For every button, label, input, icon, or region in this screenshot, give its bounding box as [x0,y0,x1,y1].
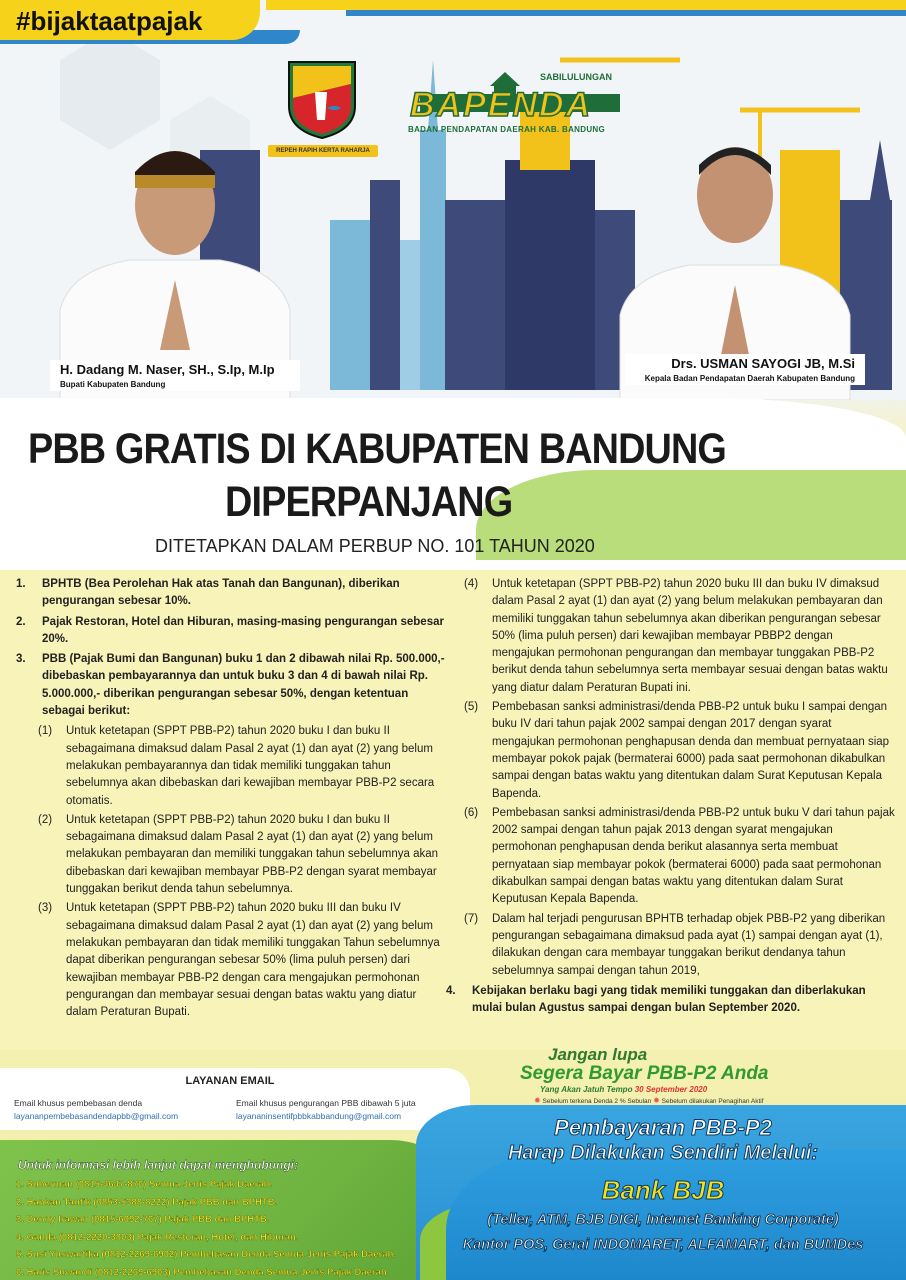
bapenda-tagline: SABILULUNGAN [540,72,612,82]
left-column [16,576,448,1023]
sub-item [464,576,896,697]
bullet-icon: ✹ [653,1096,660,1105]
contact-item: 6. Haris Suwandi (0812-2269-6903) Pembebasan Denda Semua Jenis Pajak Daerah. [16,1266,390,1278]
sub-item-text: Untuk ketetapan (SPPT PBB-P2) tahun 2020 buku III dan buku IV sebagaimana dimaksud dalam Pasal 2 ayat (1) dan ayat (2) yang belum melakukan pembayaran dan tidak memiliki tunggakan Tahun sebelumnya dapat diberikan pengurangan sebesar 50% (lima puluh persen) dari kewajiban membayar PBB-P2 dengan cara mengajukan permohonan pengurangan dan membayar sesuai dengan batas waktu yang diatur dalam Peraturan Bupati. [66,902,440,1019]
sub-item-text: Pembebasan sanksi administrasi/denda PBB-P2 untuk buku V dari tahun pajak 2002 sampai dengan tahun pajak 2013 dengan syarat mengajukan permohonan penghapusan denda berikut alasannya serta membuat pernyataan siap membayar pokok (bermaterai 6000) pada saat permohonan dikabulkan sampai dengan batas waktu yang ditentukan dalam Surat Keputusan Kepala Bapenda. [492,806,895,906]
due-prefix: Yang Akan Jatuh Tempo [540,1085,633,1094]
sub-item [464,699,896,803]
sub-item-text: Untuk ketetapan (SPPT PBB-P2) tahun 2020 buku I dan buku II sebagaimana dimaksud dalam Pasal 2 ayat (1) dan ayat (2) yang belum melakukan pembayarannya dan tidak memiliki tunggakan tahun sebelumnya akan dibebaskan dari kewajiban membayar PBB-P2 secara otomatis. [66,725,435,807]
top-accent-stripe-blue [346,10,906,16]
bank-channels: (Teller, ATM, BJB DIGI, Internet Banking Corporate) [487,1212,839,1228]
list-item [16,651,448,720]
sub-item [16,812,448,898]
item-number: 2. [16,615,26,628]
bupati-caption [50,360,300,391]
payment-subheading: Harap Dilakukan Sendiri Melalui: [507,1142,819,1164]
main-title-line2: DIPERPANJANG [225,478,513,526]
email-address-link[interactable]: layananinsentifpbbkabbandung@gmail.com [236,1111,402,1121]
other-channels: Kantor POS, Gerai INDOMARET, ALFAMART, dan BUMDes [462,1237,864,1253]
email-left [14,1097,178,1123]
bupati-role: Bupati Kabupaten Bandung [60,380,166,389]
sub-item-number: (4) [464,578,479,590]
reminder-block [520,1045,820,1105]
reminder-notes [520,1096,820,1105]
email-address-link[interactable]: layananpembebasandendapbb@gmail.com [14,1111,179,1121]
item-text: BPHTB (Bea Perolehan Hak atas Tanah dan Bangunan), diberikan pengurangan sebesar 10%. [42,578,400,608]
kepala-role: Kepala Badan Pendapatan Daerah Kabupaten Bandung [644,374,855,383]
bullet-icon: ✹ [534,1096,541,1105]
due-date: 30 September 2020 [634,1085,708,1094]
email-label: Email khusus pengurangan PBB dibawah 5 juta [236,1098,416,1108]
item-number: 1. [16,578,26,590]
email-label: Email khusus pembebasan denda [14,1098,143,1108]
bapenda-logo-word: BAPENDA [410,86,593,124]
note: Sebelum terkena Denda 2 % Sebulan [542,1098,652,1105]
email-right [236,1097,416,1123]
contact-item: 4. Ganda (0812-2220-3803) Pajak Restoran, Hotel, dan Hiburan. [16,1231,299,1243]
list-item [446,983,896,1018]
sub-item-number: (5) [464,701,479,714]
bupati-name: H. Dadang M. Naser, SH., S.Ip, M.Ip [60,362,275,377]
sub-item-text: Untuk ketetapan (SPPT PBB-P2) tahun 2020 buku I dan buku II sebagaimana dimaksud dalam Pasal 2 ayat (1) dan ayat (2) yang belum melakukan pembayaran dan memiliki tunggakan tahun sebelumnya akan dibebaskan dari kewajiban membayar PBB-P2 dengan syarat membayar tunggakan berikut denda tahun sebelumnya. [66,813,439,896]
kepala-name: Drs. USMAN SAYOGI JB, M.Si [671,356,855,371]
bupati-portrait [50,110,300,400]
hashtag-label: #bijaktaatpajak [0,0,260,40]
email-title: LAYANAN EMAIL [185,1075,275,1087]
item-text: PBB (Pajak Bumi dan Bangunan) buku 1 dan 2 dibawah nilai Rp. 500.000,- dibebaskan pembayarannya dan untuk buku 3 dan 4 di bawah nilai Rp. 5.000.000,- diberikan pengurangan sebesar 50%, dengan ketentuan sebagai berikut: [42,653,445,718]
bank-name: Bank BJB [601,1175,725,1205]
sub-item-number: (1) [38,725,53,738]
crest-motto: REPEH RAPIH KERTA RAHARJA [268,145,378,157]
sub-item-number: (2) [38,813,53,826]
sub-item [16,900,448,1021]
top-accent-stripe [266,0,906,10]
note: Sebelum dilakukan Penagihan Aktif [661,1098,764,1105]
sub-item-number: (7) [464,912,479,925]
item-text: Kebijakan berlaku bagi yang tidak memiliki tunggakan dan diberlakukan mulai bulan Agustus sampai dengan bulan September 2020. [472,984,866,1015]
contact-item: 5. Susi Yuswartika (0812-2269-6902) Pembebasan Denda Semua Jenis Pajak Daerah. [16,1249,397,1260]
item-number: 4. [446,984,456,997]
sub-item-number: (3) [38,902,53,915]
right-column [446,576,896,1020]
main-title-line1: PBB GRATIS DI KABUPATEN BANDUNG [28,425,726,473]
contact-list [16,1176,396,1280]
sub-item-text: Untuk ketetapan (SPPT PBB-P2) tahun 2020 buku III dan buku IV dimaksud dalam Pasal 2 ayat (1) dan ayat (2) yang belum melakukan pembayaran dan memiliki tunggakan tahun sebelumnya akan diberikan pengurangan sebesar 50% (lima puluh persen) dari kewajiban membayar PBBP2 dengan mengajukan permohonan pengurangan dan membayar tunggakan PBB-P2 berikut denda tahun sebelumnya serta membayar sesuai dengan batas waktu yang diatur dalam Peraturan Bupati ini. [492,578,888,694]
reminder-due [520,1085,820,1094]
kepala-caption [625,354,865,385]
reminder-line1: Jangan lupa [548,1045,648,1064]
contact-item: 3. Denny Irawan (0815-6092-767) Pajak PBB dan BPHTB. [16,1214,270,1225]
payment-heading: Pembayaran PBB-P2 [554,1115,772,1140]
item-text: Pajak Restoran, Hotel dan Hiburan, masing-masing pengurangan sebesar 20%. [42,615,444,645]
sub-item-number: (6) [464,806,479,819]
sub-item-text: Dalam hal terjadi pengurusan BPHTB terhadap objek PBB-P2 yang diberikan pengurangan sebagaimana dimaksud pada ayat (1) sampai dengan ayat (1), dilakukan dengan cara membayar tunggakan berikut dendanya tahun sebelumnya sampai dengan tahun 2019, [492,912,886,977]
contact-item: 1. Suherman (0815-4647-876) Semua Jenis Pajak Daerah. [16,1179,273,1190]
contact-item: 2. Hankan Taufik (0853-5388-8222) Pajak PBB dan BPHTB. [16,1196,278,1208]
item-number: 3. [16,653,26,666]
contact-title: Untuk informasi lebih lanjut dapat menghubungi: [18,1158,298,1172]
subtitle: DITETAPKAN DALAM PERBUP NO. 101 TAHUN 2020 [155,536,595,556]
bapenda-subtitle: BADAN PENDAPATAN DAERAH KAB. BANDUNG [408,125,606,134]
reminder-line2: Segera Bayar PBB-P2 Anda [520,1063,769,1084]
sub-item [464,805,896,909]
sub-item [464,911,896,980]
sub-item-text: Pembebasan sanksi administrasi/denda PBB-P2 untuk buku I sampai dengan buku IV dari tahun pajak 2002 sampai dengan 2017 dengan syarat mengajukan permohonan penghapusan denda dan membuat pernyataan siap membayar pokok pajak (bermaterai 6000) pada saat permohonan dikabulkan sampai dengan batas waktu yang ditentukan dalam Surat Keputusan Kepala Bapenda. [492,701,890,800]
sub-item [16,723,448,809]
list-item [16,576,448,611]
list-item [16,614,448,649]
